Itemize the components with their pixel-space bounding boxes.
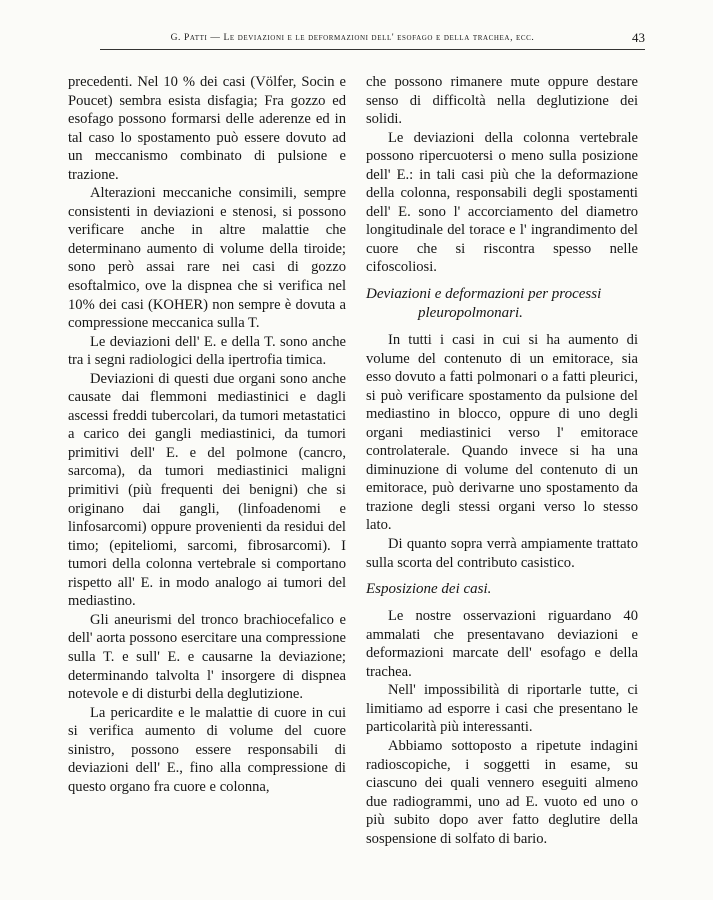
- paragraph-ipertrofia-timica: Le deviazioni dell' E. e della T. sono anche tra i segni radiologici della ipertrofia timica.: [68, 333, 346, 369]
- page-number: 43: [632, 30, 645, 45]
- section-heading-esposizione: Esposizione dei casi.: [366, 581, 492, 598]
- section-heading-pleuropolmonari: [366, 285, 638, 323]
- spacer: [366, 277, 638, 285]
- right-column: [366, 73, 638, 848]
- paragraph-aneurismi: Gli aneurismi del tronco brachiocefalico e dell' aorta possono esercitare una compressione sulla T. e sull' E. e causarne la deviazione; determinando talvolta l' insorgere di dispnea notevole e di disturbi della deglutizione.: [68, 611, 346, 703]
- paragraph-emitorace: In tutti i casi in cui si ha aumento di volume del contenuto di un emitorace, sia esso dovuto a fatti polmonari o a fatti pleurici, si può verificare spostamento da pulsione del mediastino in blocco, oppure di uno degli organi mediastinici verso l' emitorace controlaterale. Quando invece si ha una diminuzione di volume del contenuto di un emitorace, può derivarne uno spostamento da trazione degli stessi organi verso lo stesso lato.: [366, 332, 638, 534]
- paragraph-colonna-vertebrale: Le deviazioni della colonna vertebrale possono ripercuotersi o meno sulla posizione dell' E.: in tali casi più che la deformazione della colonna, responsabili degli spostamenti dell' E. sono l' accorciamento del diametro longitudinale del torace e l' ingrandimento del cuore che si riscontra spesso nelle cifoscoliosi.: [366, 129, 638, 276]
- spacer: [366, 323, 638, 331]
- paragraph-indagini-radioscopiche: Abbiamo sottoposto a ripetute indagini radioscopiche, i soggetti in esame, su ciascuno dei quali vennero eseguiti almeno due radiogrammi, uno ad E. vuoto ed uno o più subito dopo aver fatto deglutire della sospensione di solfato di bario.: [366, 737, 638, 847]
- left-column: [68, 73, 346, 796]
- spacer: [366, 599, 638, 607]
- page-header: [100, 27, 645, 47]
- paragraph-impossibilita: Nell' impossibilità di riportarle tutte, ci limitiamo ad esporre i casi che presentano le particolarità più interessanti.: [366, 682, 638, 736]
- section-heading-line-2: pleuropolmonari.: [418, 305, 523, 322]
- paragraph-pericardite: La pericardite e le malattie di cuore in cui si verifica aumento di volume del cuore sinistro, possono essere responsabili di deviazioni dell' E., fino alla compressione di questo organo fra cuore e colonna,: [68, 704, 346, 795]
- paragraph-flemmoni-tumori: Deviazioni di questi due organi sono anche causate dai flemmoni mediastinici e dagli ascessi freddi tubercolari, da tumori metastatici a carico dei gangli mediastinici, da tumori primitivi dell' E. e del polmone (cancro, sarcoma), da tumori mediastinici maligni primitivi (più frequenti dei benigni) che si originano dai gangli, (linfoadenomi e linfosarcomi) oppure provenienti da residui del timo; (epiteliomi, sarcomi, fibrosarcomi). I tumori della colonna vertebrale si comportano rispetto all' E. in modo analogo ai tumori del mediastino.: [68, 370, 346, 610]
- section-heading-line-1: Deviazioni e deformazioni per processi: [366, 286, 602, 303]
- paragraph-alterazioni: Alterazioni meccaniche consimili, sempre consistenti in deviazioni e stenosi, si possono verificare anche in altre malattie che determinano aumento di volume della tiroide; sono però assai rare nei casi di gozzo esoftalmico, ove la dispnea che si verifica nel 10% dei casi (KOHER) non sempre è dovuta a compressione meccanica sulla T.: [68, 185, 346, 332]
- paragraph-continued-deglutizione: che possono rimanere mute oppure destare senso di difficoltà nella deglutizione dei solidi.: [366, 74, 638, 128]
- header-rule: [100, 49, 645, 50]
- paragraph-casistico: Di quanto sopra verrà ampiamente trattato sulla scorta del contributo casistico.: [366, 536, 638, 571]
- spacer: [366, 572, 638, 580]
- paragraph-continued-disfagia: precedenti. Nel 10 % dei casi (Völfer, Socin e Poucet) sembra esista disfagia; Fra gozzo ed esofago possono formarsi delle aderenze ed in tal caso lo spostamento può essere dovuto ad un meccanismo combinato di pulsione e trazione.: [68, 74, 346, 183]
- paragraph-osservazioni: Le nostre osservazioni riguardano 40 ammalati che presentavano deviazioni e deformazioni marcate dell' esofago e della trachea.: [366, 608, 638, 680]
- running-title: G. Patti — Le deviazioni e le deformazioni dell' esofago e della trachea, ecc.: [170, 33, 535, 43]
